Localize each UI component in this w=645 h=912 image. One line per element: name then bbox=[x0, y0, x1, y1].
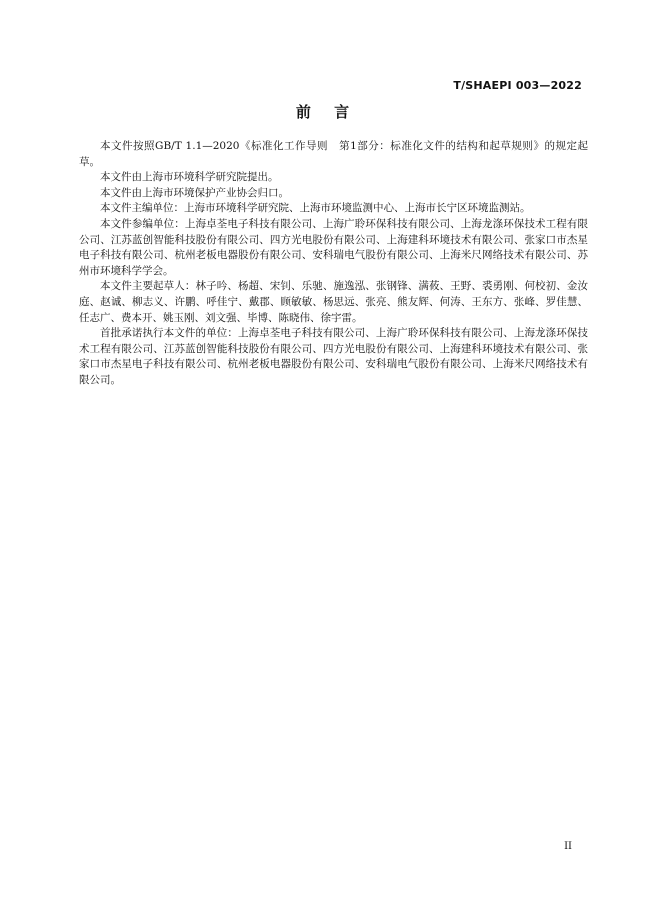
paragraph-administrator: 本文件由上海市环境保护产业协会归口。 bbox=[100, 186, 289, 199]
page-number: II bbox=[564, 841, 572, 852]
page-title: 前 言 bbox=[295, 103, 350, 121]
paragraph-proposer: 本文件由上海市环境科学研究院提出。 bbox=[100, 171, 279, 184]
foreword-body bbox=[79, 139, 588, 389]
document-code: T/SHAEPI 003—2022 bbox=[453, 79, 582, 92]
paragraph-participating-units: 本文件参编单位：上海卓荃电子科技有限公司、上海广聆环保科技有限公司、上海龙涤环保技术工程有限公司、江苏蓝创智能科技股份有限公司、四方光电股份有限公司、上海建科环境技术有限公司、张家口市杰星电子科技有限公司、杭州老板电器股份有限公司、安科瑞电气股份有限公司、上海米尺网络技术有限公司、苏州市环境科学学会。 bbox=[79, 217, 588, 277]
paragraph-drafting-basis: 本文件按照GB/T 1.1—2020《标准化工作导则 第1部分：标准化文件的结构和起草规则》的规定起草。 bbox=[79, 140, 588, 168]
paragraph-main-drafters: 本文件主要起草人：林子吟、杨超、宋钊、乐驰、施逸泓、张钢锋、满莜、王野、裘勇刚、何校初、金汝庭、赵诚、柳志义、许鹏、呼佳宁、戴郡、顾敏敏、杨思远、张亮、熊友辉、何涛、王东方、张峰、罗佳慧、任志广、费本开、姚玉刚、刘文强、毕博、陈晓伟、徐宇雷。 bbox=[79, 280, 588, 324]
paragraph-first-adopters: 首批承诺执行本文件的单位：上海卓荃电子科技有限公司、上海广聆环保科技有限公司、上海龙涤环保技术工程有限公司、江苏蓝创智能科技股份有限公司、四方光电股份有限公司、上海建科环境技术有限公司、张家口市杰星电子科技有限公司、杭州老板电器股份有限公司、安科瑞电气股份有限公司、上海米尺网络技术有限公司。 bbox=[79, 327, 588, 386]
paragraph-chief-editors: 本文件主编单位：上海市环境科学研究院、上海市环境监测中心、上海市长宁区环境监测站。 bbox=[100, 202, 531, 215]
